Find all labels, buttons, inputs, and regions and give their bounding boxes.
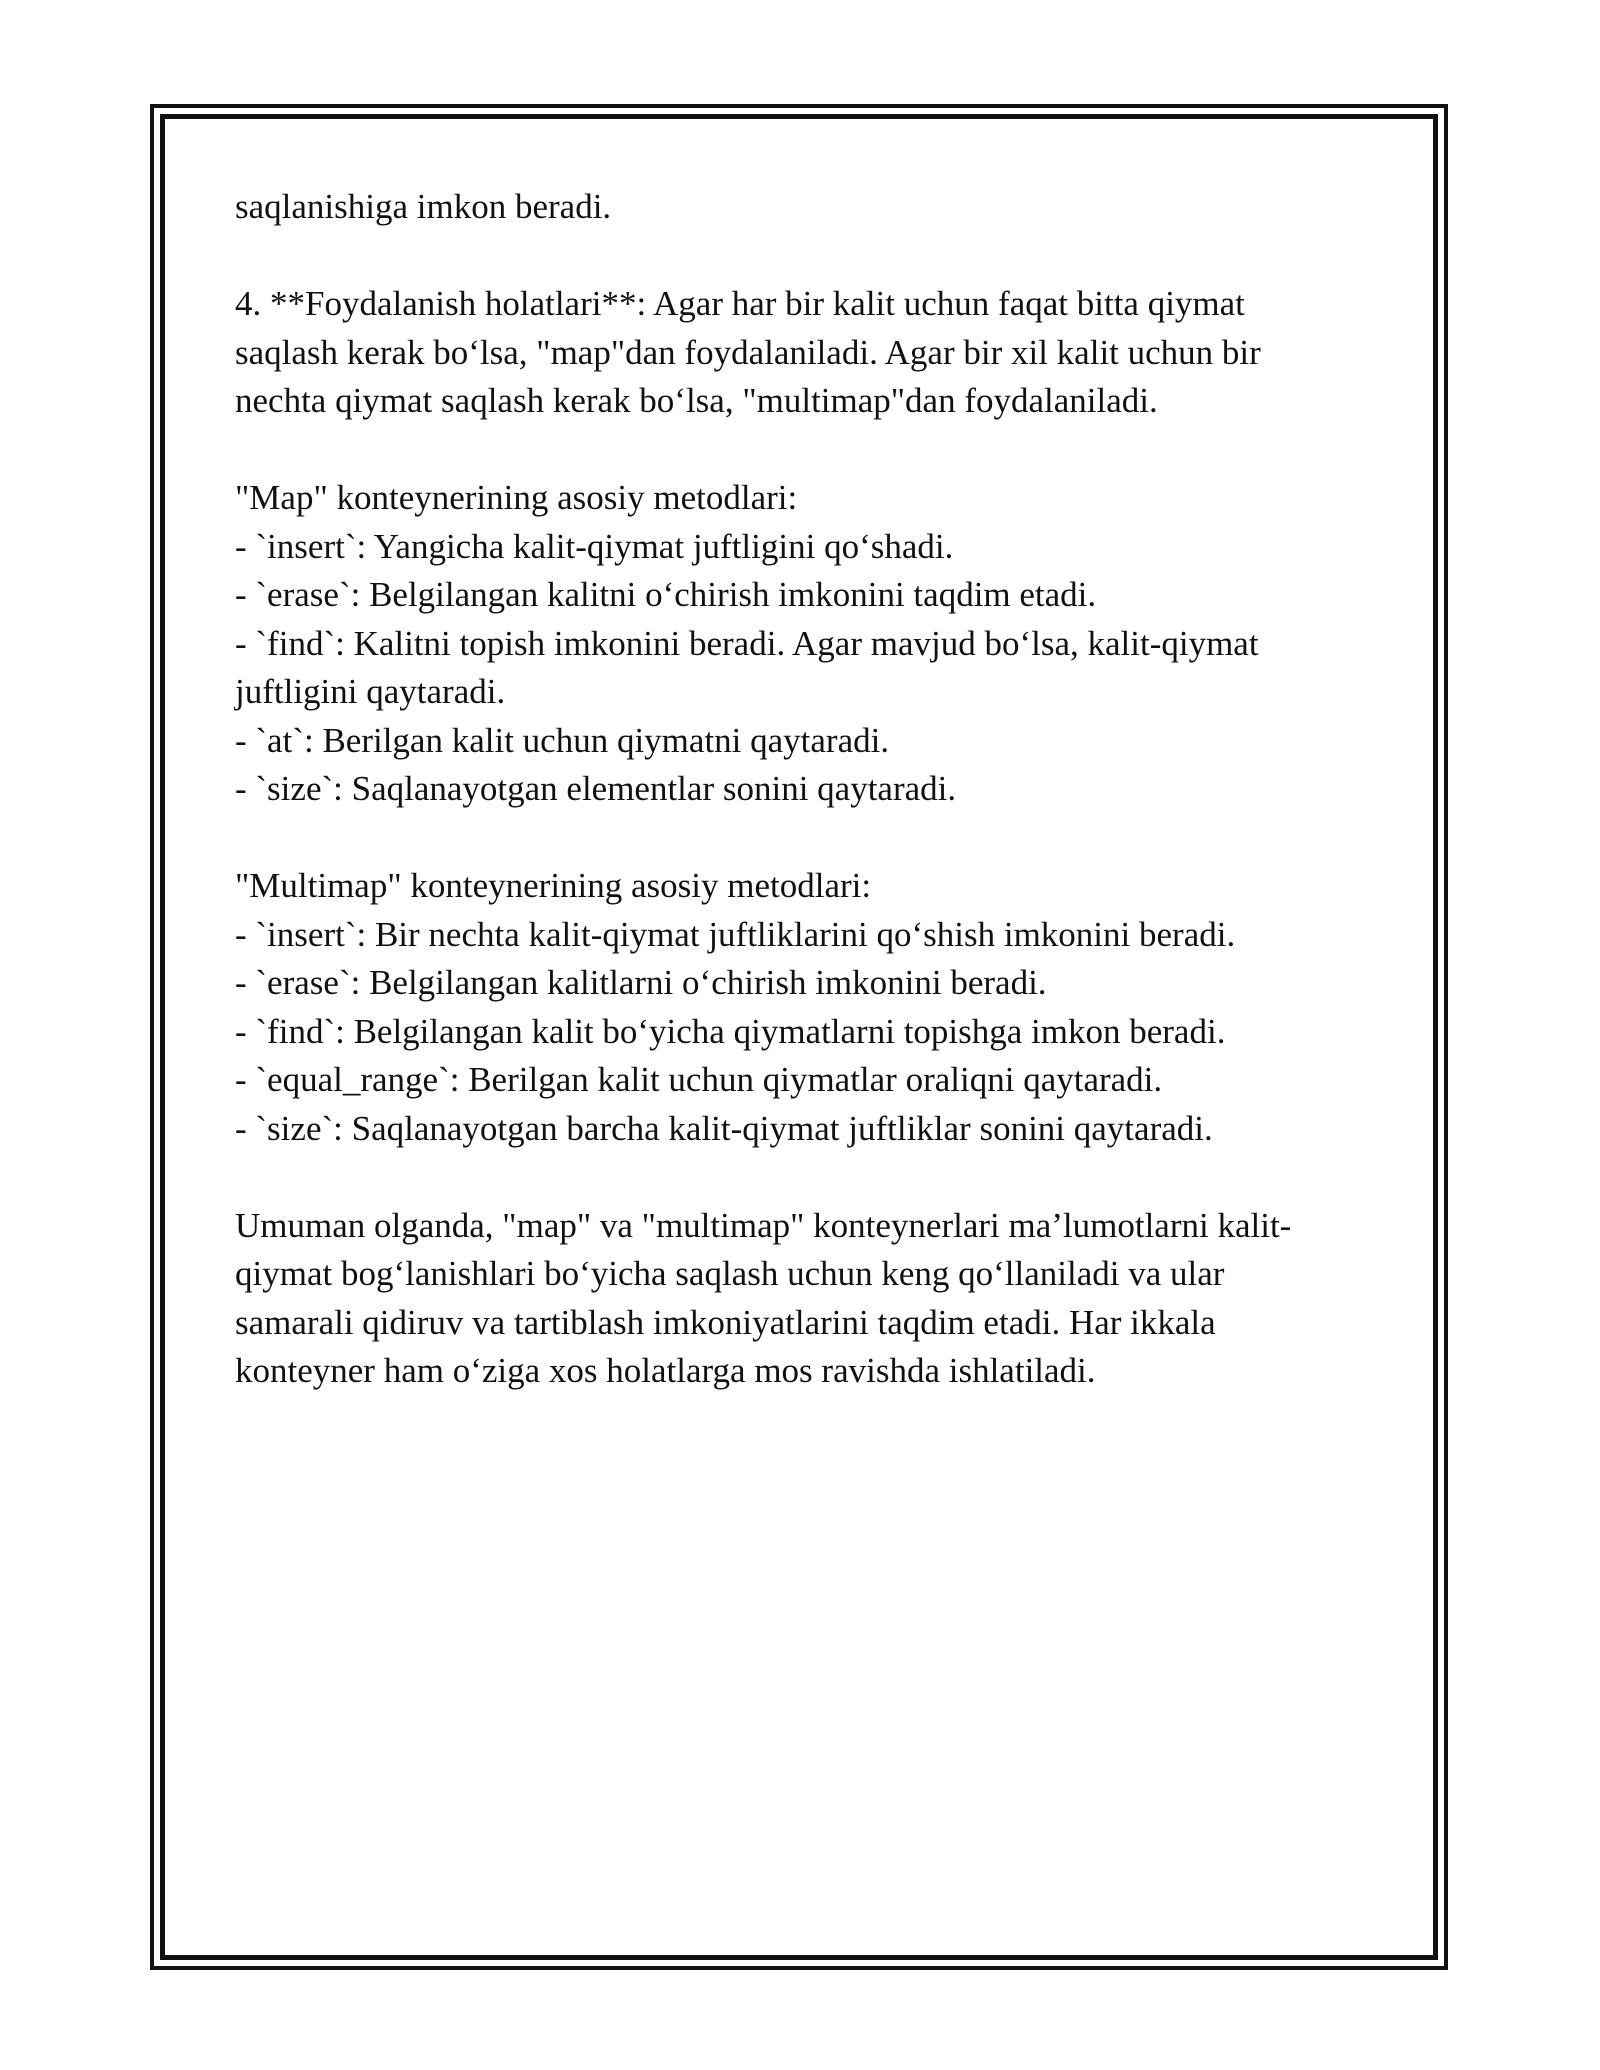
paragraph-gap xyxy=(235,426,1365,475)
map-method-item: - `find`: Kalitni topish imkonini beradi. Agar mavjud bo‘lsa, kalit-qiymat xyxy=(235,623,1259,663)
usage-line: saqlash kerak bo‘lsa, "map"dan foydalaniladi. Agar bir xil kalit uchun bir xyxy=(235,332,1261,372)
paragraph-gap xyxy=(235,814,1365,863)
map-method-item-continued: juftligini qaytaradi. xyxy=(235,672,506,711)
usage-line: nechta qiymat saqlash kerak bo‘lsa, "multimap"dan foydalaniladi. xyxy=(235,381,1158,420)
paragraph-gap xyxy=(235,1153,1365,1202)
multimap-method-item: - `erase`: Belgilangan kalitlarni o‘chirish imkonini beradi. xyxy=(235,963,1047,1002)
conclusion-paragraph xyxy=(235,1202,1365,1396)
conclusion-line: Umuman olganda, "map" va "multimap" konteynerlari ma’lumotlarni kalit- xyxy=(235,1205,1292,1245)
map-methods-section xyxy=(235,474,1365,814)
multimap-method-item: - `insert`: Bir nechta kalit-qiymat juftliklarini qo‘shish imkonini beradi. xyxy=(235,914,1236,954)
map-method-item: - `insert`: Yangicha kalit-qiymat juftligini qo‘shadi. xyxy=(235,526,954,566)
conclusion-line: konteyner ham o‘ziga xos holatlarga mos ravishda ishlatiladi. xyxy=(235,1351,1096,1390)
multimap-section-heading: "Multimap" konteynerining asosiy metodlari: xyxy=(235,866,872,905)
multimap-method-item: - `equal_range`: Berilgan kalit uchun qiymatlar oraliqni qaytaradi. xyxy=(235,1060,1163,1099)
usage-paragraph xyxy=(235,280,1365,426)
map-method-item: - `erase`: Belgilangan kalitni o‘chirish imkonini taqdim etadi. xyxy=(235,575,1097,614)
conclusion-line: samarali qidiruv va tartiblash imkoniyatlarini taqdim etadi. Har ikkala xyxy=(235,1302,1216,1342)
multimap-methods-section xyxy=(235,862,1365,1153)
usage-line: 4. **Foydalanish holatlari**: Agar har bir kalit uchun faqat bitta qiymat xyxy=(235,284,1245,323)
conclusion-line: qiymat bog‘lanishlari bo‘yicha saqlash uchun keng qo‘llaniladi va ular xyxy=(235,1254,1225,1293)
multimap-method-item: - `find`: Belgilangan kalit bo‘yicha qiymatlarni topishga imkon beradi. xyxy=(235,1011,1226,1051)
paragraph-gap xyxy=(235,232,1365,281)
intro-line: saqlanishiga imkon beradi. xyxy=(235,187,612,226)
map-method-item: - `size`: Saqlanayotgan elementlar sonini qaytaradi. xyxy=(235,769,957,808)
map-method-item: - `at`: Berilgan kalit uchun qiymatni qaytaradi. xyxy=(235,720,890,760)
map-section-heading: "Map" konteynerining asosiy metodlari: xyxy=(235,478,798,517)
multimap-method-item: - `size`: Saqlanayotgan barcha kalit-qiymat juftliklar sonini qaytaradi. xyxy=(235,1108,1213,1148)
document-body xyxy=(235,183,1365,1396)
